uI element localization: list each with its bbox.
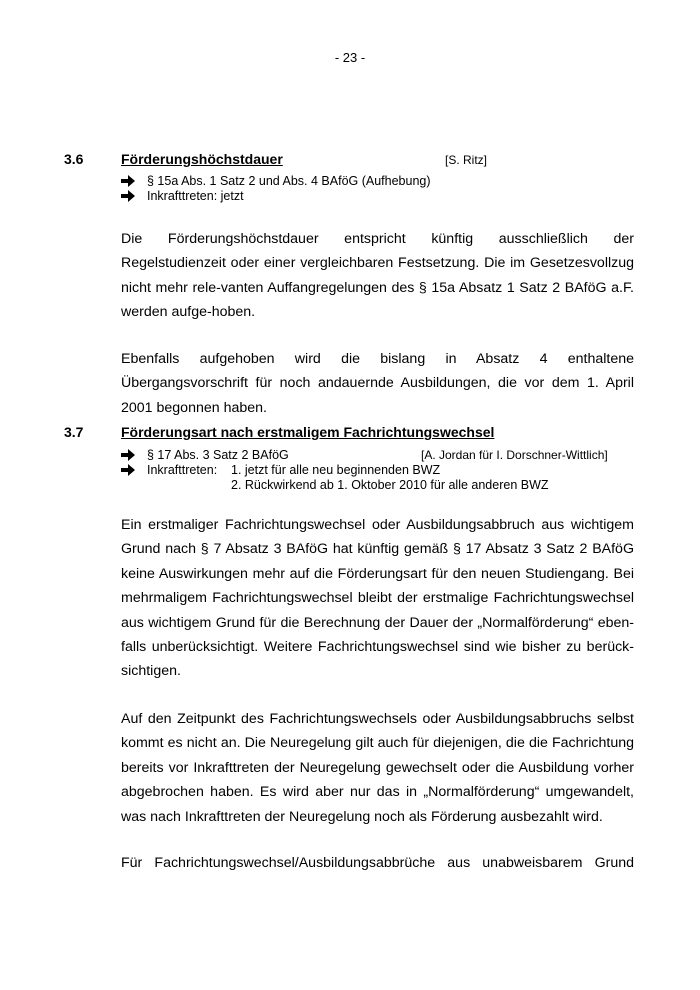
section-title: Förderungsart nach erstmaligem Fachrichtungswechsel: [121, 424, 495, 440]
page-number: - 23 -: [334, 50, 366, 65]
document-page: - 23 - 3.6 Förderungshöchstdauer [S. Ritz] § 15a Abs. 1 Satz 2 und Abs. 4 BAföG (Aufhebung) Inkrafttreten: jetzt Die Förderungshöchstdauer entspricht künftig ausschließlich der Regelstudienzeit oder einer vergleichbaren Festsetzung. Die im Gesetzesvollzug nicht mehr rele-vanten Auffangregelungen des § 15a Absatz 1 Satz 2 BAföG a.F. werden aufge-hoben. Ebenfalls aufgehoben wird die bislang in Absatz 4 enthaltene Übergangsvorschrift für noch andauernde Ausbildungen, die vor dem 1. April 2001 begonnen haben. 3.7 Förderungsart nach erstmaligem Fachrichtungswechsel § 17 Abs. 3 Satz 2 BAföG Inkrafttreten: 1. jetzt für alle neu beginnenden BWZ 2. Rückwirkend ab 1. Oktober 2010 für alle anderen BWZ [A. Jordan für I. Dorschner-Wittlich] Ein erstmaliger Fachrichtungswechsel oder Ausbildungsabbruch aus wichtigem Grund nach § 7 Absatz 3 BAföG hat künftig gemäß § 17 Absatz 3 Satz 2 BAföG keine Auswirkungen mehr auf die Förderungsart für den neuen Studiengang. Bei mehrmaligem Fachrichtungswechsel bleibt der erstmalige Fachrichtungswechsel aus wichtigem Grund für die Berechnung der Dauer der „Normalförderung“ eben-falls unberücksichtigt. Weitere Fachrichtungswechsel sind wie bisher zu berück-sichtigen. Auf den Zeitpunkt des Fachrichtungswechsels oder Ausbildungsabbruchs selbst kommt es nicht an. Die Neuregelung gilt auch für diejenigen, die die Fachrichtung bereits vor Inkrafttreten der Neuregelung gewechselt oder die Ausbildung vorher abgebrochen haben. Es wird aber nur das in „Normalförderung“ umgewandelt, was nach Inkrafttreten der Neuregelung noch als Förderung ausbezahlt wird. Für Fachrichtungswechsel/Ausbildungsabbrüche aus unabweisbarem Grund: [0, 0, 700, 990]
arrow-right-icon: [121, 175, 135, 187]
section-author: [A. Jordan für I. Dorschner-Wittlich]: [421, 448, 608, 462]
paragraph: Ebenfalls aufgehoben wird die bislang in Absatz 4 enthaltene Übergangsvorschrift für noch andauernde Ausbildungen, die vor dem 1. April 2001 begonnen haben.: [121, 351, 634, 416]
arrow-right-icon: [121, 449, 135, 461]
section-number: 3.6: [64, 151, 84, 167]
inkraft-item: 2. Rückwirkend ab 1. Oktober 2010 für alle anderen BWZ: [231, 478, 549, 492]
paragraph: Die Förderungshöchstdauer entspricht künftig ausschließlich der Regelstudienzeit oder einer vergleichbaren Festsetzung. Die im Gesetzesvollzug nicht mehr rele-vanten Auffangregelungen des § 15a Absatz 1 Satz 2 BAföG a.F. werden aufge-hoben.: [121, 231, 634, 321]
arrow-right-icon: [121, 464, 135, 476]
arrow-right-icon: [121, 190, 135, 202]
paragraph: Für Fachrichtungswechsel/Ausbildungsabbrüche aus unabweisbarem Grund: [121, 855, 634, 871]
section-title: Förderungshöchstdauer: [121, 151, 283, 167]
section-author: [S. Ritz]: [445, 153, 488, 167]
paragraph: Ein erstmaliger Fachrichtungswechsel oder Ausbildungsabbruch aus wichtigem Grund nach § 7 Absatz 3 BAföG hat künftig gemäß § 17 Absatz 3 Satz 2 BAföG keine Auswirkungen mehr auf die Förderungsart für den neuen Studiengang. Bei mehrmaligem Fachrichtungswechsel bleibt der erstmalige Fachrichtungswechsel aus wichtigem Grund für die Berechnung der Dauer der „Normalförderung“ eben-falls unberücksichtigt. Weitere Fachrichtungswechsel sind wie bisher zu berück-sichtigen.: [121, 517, 634, 680]
inkraft-item: 1. jetzt für alle neu beginnenden BWZ: [231, 463, 441, 477]
paragraph: Auf den Zeitpunkt des Fachrichtungswechsels oder Ausbildungsabbruchs selbst kommt es nicht an. Die Neuregelung gilt auch für diejenigen, die die Fachrichtung bereits vor Inkrafttreten der Neuregelung gewechselt oder die Ausbildung vorher abgebrochen haben. Es wird aber nur das in „Normalförderung“ umgewandelt, was nach Inkrafttreten der Neuregelung noch als Förderung ausbezahlt wird.: [121, 711, 634, 825]
section-number: 3.7: [64, 424, 84, 440]
